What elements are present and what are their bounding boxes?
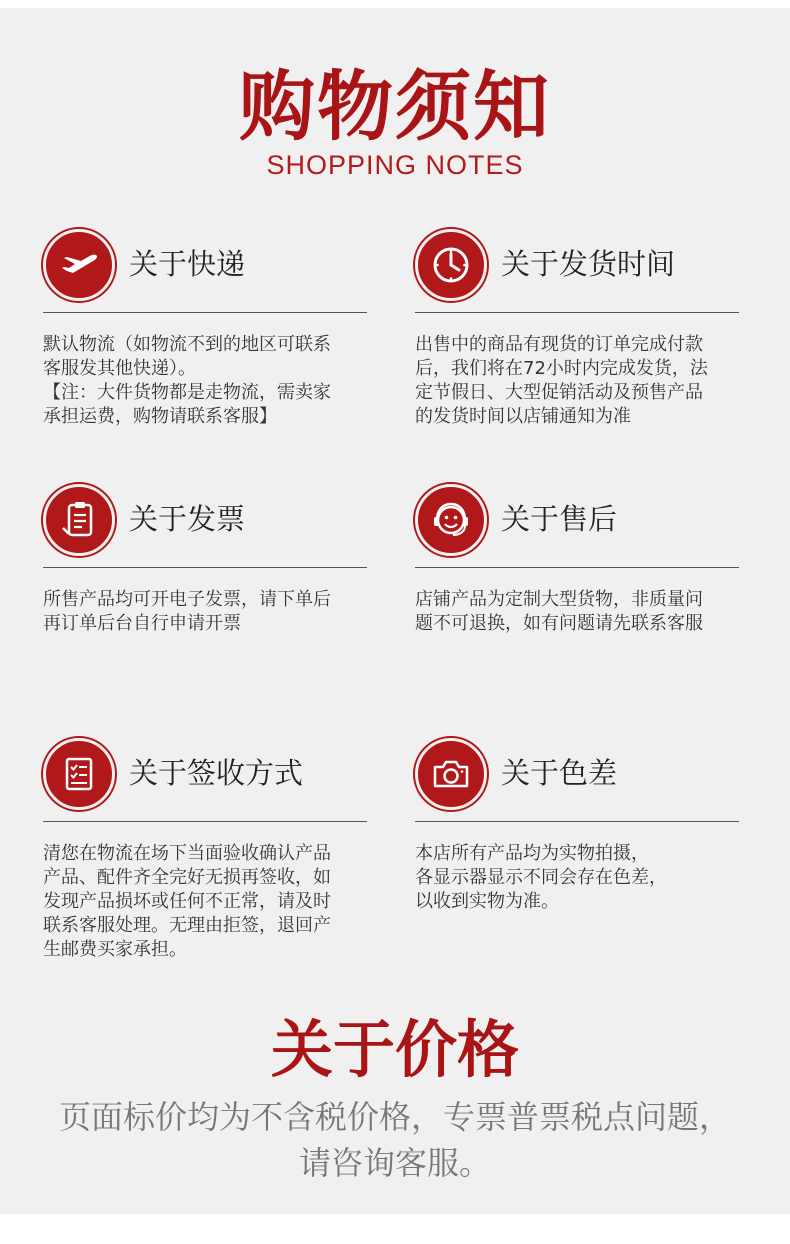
clock-icon	[415, 229, 487, 301]
card-text: 出售中的商品有现货的订单完成付款 后，我们将在72小时内完成发货，法 定节假日、大型促销活动及预售产品 的发货时间以店铺通知为准	[415, 334, 708, 427]
divider	[43, 821, 367, 822]
airplane-icon	[43, 229, 115, 301]
card-text: 所售产品均可开电子发票，请下单后 再订单后台自行申请开票	[43, 589, 331, 634]
divider	[43, 312, 367, 313]
camera-icon	[415, 738, 487, 810]
card-title: 关于售后	[501, 502, 618, 536]
checklist-icon	[43, 738, 115, 810]
card-text: 清您在物流在场下当面验收确认产品 产品、配件齐全完好无损再签收，如 发现产品损坏或任何不正常，请及时 联系客服处理。无理由拒签，退回产 生邮费买家承担。	[43, 843, 331, 960]
invoice-icon	[43, 484, 115, 556]
price-text: 页面标价均为不含税价格，专票普票税点问题， 请咨询客服。	[58, 1098, 731, 1182]
customer-service-icon	[415, 484, 487, 556]
card-text: 本店所有产品均为实物拍摄， 各显示器显示不同会存在色差， 以收到实物为准。	[415, 843, 667, 912]
card-title: 关于快递	[129, 247, 246, 281]
divider	[415, 312, 739, 313]
divider	[43, 567, 367, 568]
card-text: 店铺产品为定制大型货物，非质量问 题不可退换，如有问题请先联系客服	[415, 589, 703, 634]
divider	[415, 821, 739, 822]
card-title: 关于发货时间	[501, 247, 676, 281]
card-title: 关于签收方式	[129, 756, 304, 790]
divider	[415, 567, 739, 568]
card-text: 默认物流（如物流不到的地区可联系 客服发其他快递）。 【注：大件货物都是走物流，需卖家 承担运费，购物请联系客服】	[43, 334, 331, 427]
card-title: 关于发票	[129, 502, 246, 536]
page-title: 购物须知	[239, 62, 551, 151]
price-title: 关于价格	[270, 1013, 519, 1086]
card-title: 关于色差	[501, 756, 618, 790]
page-subtitle: SHOPPING NOTES	[266, 150, 524, 180]
